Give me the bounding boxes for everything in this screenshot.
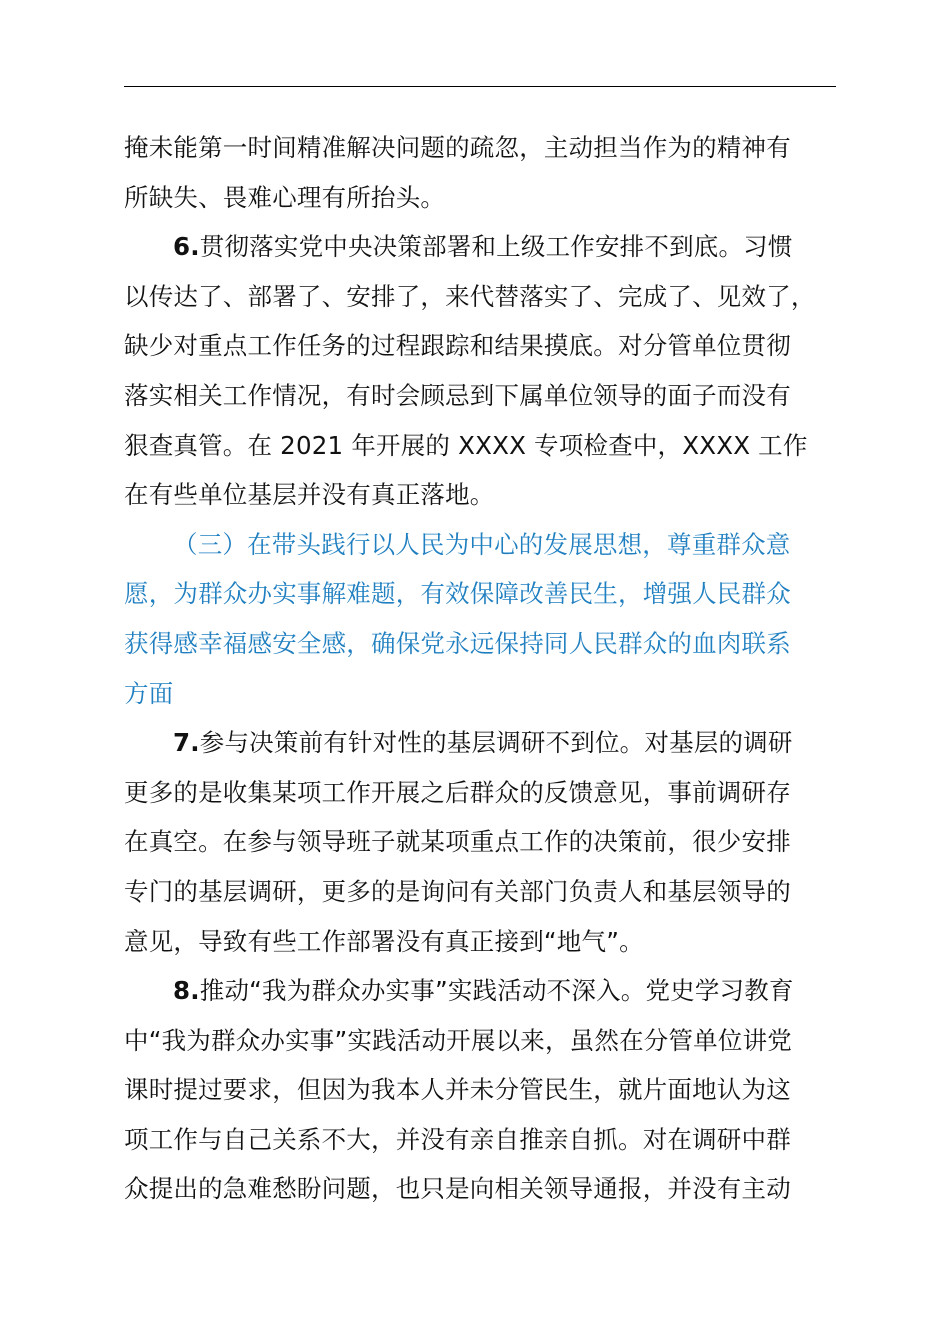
header-rule	[124, 86, 836, 87]
text-run: 贯彻落实党中央决策部署和上级工作安排不到底。习惯	[199, 232, 793, 262]
item-number: 8.	[173, 976, 200, 1006]
text-line: 众提出的急难愁盼问题，也只是向相关领导通报，并没有主动	[124, 1174, 791, 1204]
heading-line: （三）在带头践行以人民为中心的发展思想，尊重群众意	[173, 529, 791, 559]
text-line: 在真空。在参与领导班子就某项重点工作的决策前，很少安排	[124, 827, 791, 857]
text-line: 缺少对重点工作任务的过程跟踪和结果摸底。对分管单位贯彻	[124, 331, 791, 361]
document-body	[124, 123, 836, 1214]
heading-line: 方面	[124, 678, 174, 708]
heading-line: 获得感幸福感安全感，确保党永远保持同人民群众的血肉联系	[124, 628, 791, 658]
text-line: 以传达了、部署了、安排了，来代替落实了、完成了、见效了，	[124, 281, 816, 311]
text-line: 专门的基层调研，更多的是询问有关部门负责人和基层领导的	[124, 876, 791, 906]
text-line: 狠查真管。在 2021 年开展的 XXXX 专项检查中，XXXX 工作	[124, 430, 808, 460]
text-line: 在有些单位基层并没有真正落地。	[124, 480, 495, 510]
text-line: 掩未能第一时间精准解决问题的疏忽，主动担当作为的精神有	[124, 133, 791, 162]
text-line: 所缺失、畏难心理有所抬头。	[124, 182, 446, 212]
text-line: 意见，导致有些工作部署没有真正接到“地气”。	[124, 926, 644, 956]
heading-line: 愿，为群众办实事解难题，有效保障改善民生，增强人民群众	[124, 579, 791, 609]
paragraph-continuation	[124, 123, 836, 222]
text-run: 参与决策前有针对性的基层调研不到位。对基层的调研	[199, 728, 793, 758]
text-run: 推动“我为群众办实事”实践活动不深入。党史学习教育	[199, 976, 794, 1006]
paragraph-8	[124, 966, 836, 1214]
text-line-first	[124, 718, 836, 768]
text-line: 落实相关工作情况，有时会顾忌到下属单位领导的面子而没有	[124, 380, 791, 410]
text-line: 更多的是收集某项工作开展之后群众的反馈意见，事前调研存	[124, 777, 791, 807]
text-line-first	[124, 222, 836, 272]
text-line: 项工作与自己关系不大，并没有亲自推亲自抓。对在调研中群	[124, 1124, 791, 1154]
text-line: 课时提过要求，但因为我本人并未分管民生，就片面地认为这	[124, 1075, 791, 1105]
item-number: 7.	[173, 728, 200, 758]
text-line: 中“我为群众办实事”实践活动开展以来，虽然在分管单位讲党	[124, 1025, 792, 1055]
item-number: 6.	[173, 232, 200, 262]
text-line-first	[124, 966, 836, 1016]
paragraph-7	[124, 718, 836, 966]
paragraph-6	[124, 222, 836, 520]
section-heading-3	[124, 520, 836, 718]
